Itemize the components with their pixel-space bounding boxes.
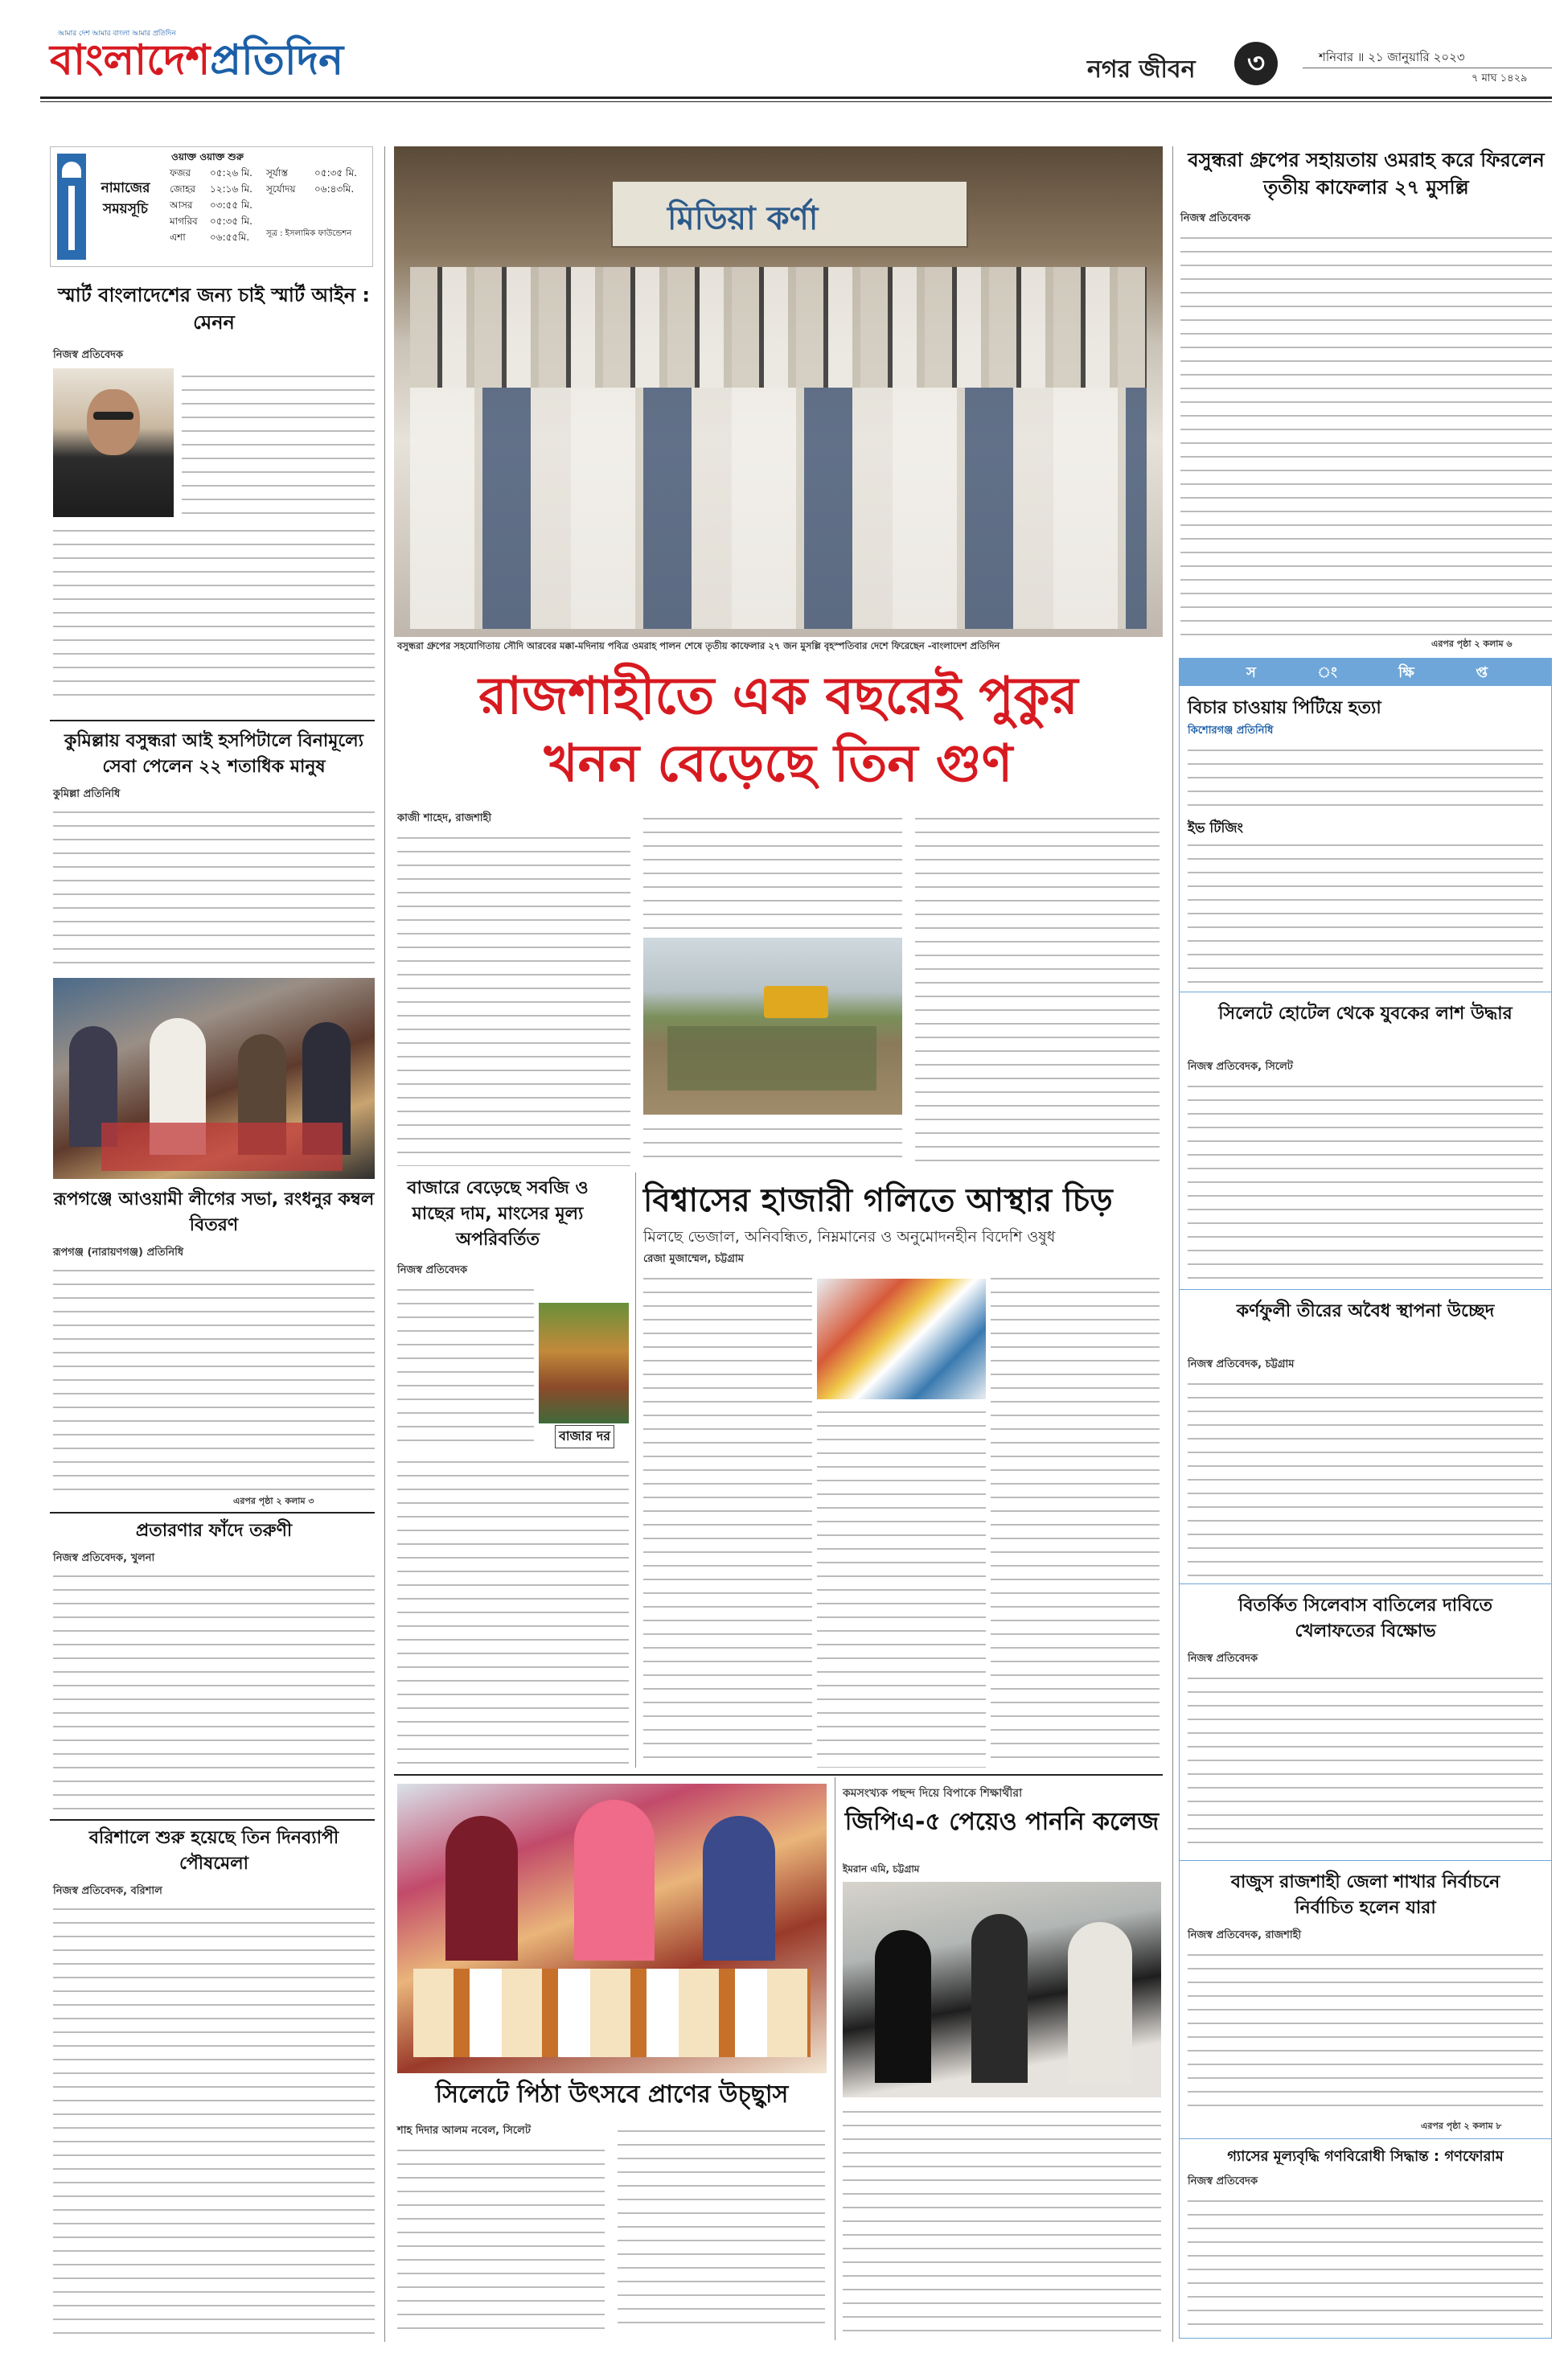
headline-brief2: সিলেটে হোটেল থেকে যুবকের লাশ উদ্ধার [1218,1004,1513,1024]
photo-bazar [539,1303,629,1423]
prayer-rows [170,165,371,245]
body-brief2 [1188,1078,1543,1284]
headline-drug: বিশ্বাসের হাজারী গলিতে আস্থার চিড় [643,1182,1113,1219]
tag-brief1: ইভ টিজিং [1188,820,1243,836]
prayer-row: ফজর ০৫:২৬ মি. সূর্যাস্ত ০৫:৩৫ মি. [170,167,357,179]
body-brief6 [1188,2193,1543,2330]
photo-gpa [843,1882,1161,2097]
headline-brief6: গ্যাসের মূল্যবৃদ্ধি গণবিরোধী সিদ্ধান্ত : গণফোরাম [1227,2148,1504,2165]
jump-rupganj: এরপর পৃষ্ঠা ২ কলাম ৩ [233,1496,314,1506]
subhead-drug: মিলছে ভেজাল, অনিবন্ধিত, নিম্নমানের ও অনুমোদনহীন বিদেশি ওষুধ [643,1228,1056,1246]
body-lead-col3 [915,811,1160,1166]
body-torun [53,1568,375,1813]
byline-brief4: নিজস্ব প্রতিবেদক [1188,1653,1258,1665]
jump-brief5: এরপর পৃষ্ঠা ২ কলাম ৮ [1421,2121,1502,2131]
body-lead-col1 [397,830,630,1166]
byline-brief6: নিজস্ব প্রতিবেদক [1188,2175,1258,2187]
photo-pitha [397,1784,827,2073]
prayer-header: ওয়াক্ত ওয়াক্ত শুরু [171,151,244,162]
byline-barishal: নিজস্ব প্রতিবেদক, বরিশাল [53,1885,162,1897]
divider [1180,2138,1551,2139]
body-brief1 [1188,742,1543,815]
body-pitha-col1 [397,2142,605,2335]
byline-brief5: নিজস্ব প্রতিবেদক, রাজশাহী [1188,1929,1302,1941]
column-rule-right [1172,146,1173,2342]
headline-brief3: কর্ণফুলী তীরের অবৈধ স্থাপনা উচ্ছেদ [1236,1301,1495,1321]
body-brief5 [1188,1947,1543,2116]
body-brief1-2 [1188,837,1543,986]
body-drug-col3 [991,1271,1160,1768]
byline-brief3: নিজস্ব প্রতিবেদক, চট্টগ্রাম [1188,1358,1295,1370]
body-pitha-col2 [618,2123,825,2335]
masthead-underline [40,97,1552,99]
body-menon [182,368,375,517]
headline-bazar: বাজারে বেড়েছে সবজি ও মাছের দাম, মাংসের মূল্য অপরিবর্তিত [407,1178,589,1250]
headline-brief4: বিতর্কিত সিলেবাস বাতিলের দাবিতে খেলাফতের বিক্ষোভ [1238,1596,1492,1641]
mosque-icon [57,154,86,260]
photo-omrah [394,146,1163,637]
shongkhipto-box [1179,685,1552,2339]
byline-pitha: শাহ দিদার আলম নবেল, সিলেট [397,2125,531,2137]
headline-gpa: জিপিএ-৫ পেয়েও পাননি কলেজ [844,1808,1160,1836]
byline-brief2: নিজস্ব প্রতিবেদক, সিলেট [1188,1061,1293,1073]
shongkhipto-banner: স ং ক্ষি প্ত [1179,658,1552,685]
column-rule-mid [635,1173,636,1768]
byline-rupganj: রূপগঞ্জ (নারায়ণগঞ্জ) প্রতিনিধি [53,1247,184,1259]
photo-pond [643,938,902,1115]
masthead [0,0,1568,153]
masthead-tagline: আমার দেশ আমার বাংলা আমার প্রতিদিন [58,30,176,38]
prayer-row: জোহর ১২:১৬ মি. সূর্যোদয় ০৬:৪৩মি. [170,183,355,195]
byline-gpa: ইমরান এমি, চট্টগ্রাম [843,1863,919,1879]
byline-comilla: কুমিল্লা প্রতিনিধি [53,788,121,800]
divider [1180,1289,1551,1290]
masthead-logo: বাংলাদেশপ্রতিদিন [50,36,344,84]
masthead-date-bangla: ৭ মাঘ ১৪২৯ [1472,72,1528,84]
jump-omrah: এরপর পৃষ্ঠা ২ কলাম ৬ [1431,639,1513,649]
tag-bazar: বাজার দর [555,1425,614,1448]
masthead-date: শনিবার ॥ ২১ জানুয়ারি ২০২৩ [1319,50,1465,64]
byline-menon: নিজস্ব প্রতিবেদক [53,349,124,361]
byline-omrah: নিজস্ব প্রতিবেদক [1180,212,1251,224]
body-brief3 [1188,1376,1543,1577]
body-comilla [53,804,375,973]
headline-torun: প্রতারণার ফাঁদে তরুণী [135,1521,293,1541]
photo-rupganj [53,978,375,1179]
divider [50,1512,375,1514]
caption-omrah: বসুন্ধরা গ্রুপের সহযোগিতায় সৌদি আরবের মক্কা-মদিনায় পবিত্র ওমরাহ পালন শেষে তৃতীয় কাফেলার ২৭ জন মুসল্লি বৃহস্পতিবার দেশে ফিরেছেন -বাংলাদেশ প্রতিদিন [397,640,1000,651]
body-drug-col2 [817,1404,986,1768]
lead-headline: রাজশাহীতে এক বছরেই পুকুর খনন বেড়েছে তিন গুণ [478,667,1078,794]
headline-barishal: বরিশালে শুরু হয়েছে তিন দিনব্যাপী পৌষমেলা [88,1828,339,1874]
headline-brief1: বিচার চাওয়ায় পিটিয়ে হত্যা [1188,698,1381,718]
photo-drug [817,1279,986,1399]
body-menon-2 [53,523,375,708]
kicker-gpa: কমসংখ্যক পছন্দ দিয়ে বিপাকে শিক্ষার্থীরা [843,1787,1023,1800]
byline-brief1: কিশোরগঞ্জ প্রতিনিধি [1188,725,1274,737]
divider [1180,1860,1551,1861]
prayer-row: মাগরিব ০৫:৩৫ মি. [170,216,252,227]
byline-torun: নিজস্ব প্রতিবেদক, খুলনা [53,1552,155,1564]
byline-bazar: নিজস্ব প্রতিবেদক [397,1264,468,1276]
divider [50,1819,375,1821]
body-lead-col2 [643,811,902,931]
divider [394,1774,1163,1776]
body-bazar-b [397,1454,629,1768]
byline-drug: রেজা মুজাম্মেল, চট্টগ্রাম [643,1253,744,1265]
body-gpa [843,2104,1161,2335]
headline-pitha: সিলেটে পিঠা উৎসবে প্রাণের উচ্ছ্বাস [397,2075,827,2115]
section-title: নগর জীবন [1087,55,1196,84]
body-drug-col1 [643,1271,812,1768]
masthead-underline-thin [40,101,1552,102]
photo-sign: মিডিয়া কর্ণা [667,200,819,237]
prayer-times-box [50,146,373,267]
divider [50,720,375,721]
headline-omrah: বসুন্ধরা গ্রুপের সহায়তায় ওমরাহ করে ফিরলেন তৃতীয় কাফেলার ২৭ মুসল্লি [1188,149,1545,199]
divider [1180,1583,1551,1584]
body-omrah [1180,230,1552,636]
column-rule-left [384,146,385,2342]
body-lead-col2b [643,1121,902,1166]
body-barishal [53,1901,375,2335]
page-number-badge: ৩ [1234,42,1278,85]
photo-menon [53,368,174,517]
headline-comilla: কুমিল্লায় বসুন্ধরা আই হসপিটালে বিনামূল্যে সেবা পেলেন ২২ শতাধিক মানুষ [64,731,364,777]
headline-rupganj: রূপগঞ্জে আওয়ামী লীগের সভা, রংধনুর কম্বল বিতরণ [53,1189,375,1235]
headline-menon: স্মার্ট বাংলাদেশের জন্য চাই স্মার্ট আইন : মেনন [57,284,371,334]
body-bazar-a [397,1282,534,1451]
headline-brief5: বাজুস রাজশাহী জেলা শাখার নির্বাচনে নির্বাচিত হলেন যারা [1230,1872,1500,1918]
body-rupganj [53,1263,375,1492]
prayer-row: এশা ০৬:৫৫মি. সূত্র : ইসলামিক ফাউন্ডেশন [170,229,352,243]
body-brief4 [1188,1670,1543,1855]
prayer-title: নামাজের সময়সূচি [101,180,150,217]
byline-lead: কাজী শাহেদ, রাজশাহী [397,812,492,824]
prayer-row: আসর ০৩:৫৫ মি. [170,199,252,211]
